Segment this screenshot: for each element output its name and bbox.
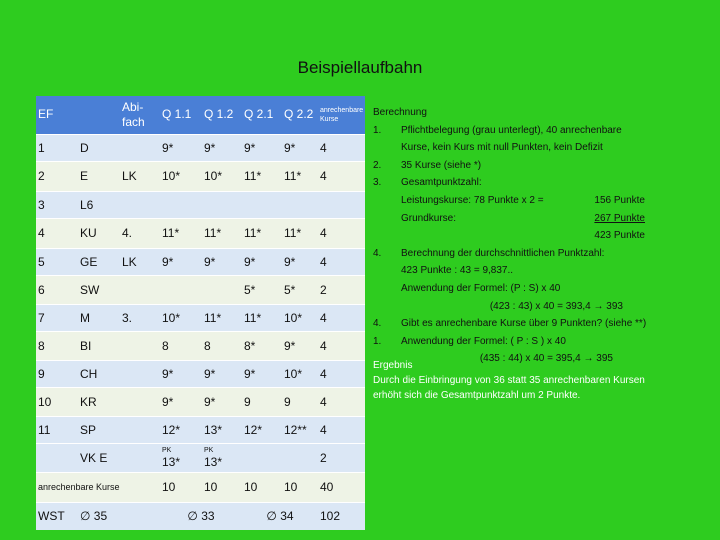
- table-cell: 9: [36, 360, 78, 387]
- table-cell: [242, 191, 282, 218]
- table-cell: 8: [202, 331, 242, 360]
- table-cell: [160, 443, 202, 472]
- table-cell: 11*: [242, 304, 282, 331]
- table-cell: 9: [282, 387, 318, 416]
- table-cell: [120, 134, 160, 161]
- table-cell: 5*: [242, 275, 282, 304]
- table-cell: BI: [78, 331, 120, 360]
- header-cell: Q 1.1: [160, 96, 202, 134]
- table-cell: 10*: [160, 304, 202, 331]
- table-cell: 6: [36, 275, 78, 304]
- table-cell: 11*: [242, 218, 282, 248]
- pk-label: PK: [162, 447, 172, 454]
- list-number: 4.: [373, 318, 382, 330]
- result-panel: [373, 358, 673, 403]
- table-cell: [202, 191, 242, 218]
- table-cell: [120, 191, 160, 218]
- vk-q12: 13*: [204, 455, 223, 469]
- table-cell: [120, 502, 160, 530]
- list-number: 2.: [373, 159, 382, 171]
- table-cell: [120, 360, 160, 387]
- table-row: [36, 161, 365, 191]
- table-cell: [282, 443, 318, 472]
- header-cell: EF: [36, 96, 78, 134]
- table-cell: 102: [318, 502, 365, 530]
- table-cell: 4: [318, 218, 365, 248]
- wst-average: ∅ 33: [160, 502, 242, 530]
- formula-text: Anwendung der Formel: (P : S) x 40: [401, 282, 561, 294]
- table-cell: 4: [36, 218, 78, 248]
- header-cell: [78, 96, 120, 134]
- table-row: [36, 360, 365, 387]
- lk-value: 156 Punkte: [594, 194, 645, 206]
- table-cell: D: [78, 134, 120, 161]
- table-cell: [202, 443, 242, 472]
- table-cell: GE: [78, 248, 120, 275]
- header-cell: Q 2.2: [282, 96, 318, 134]
- table-cell: 2: [318, 275, 365, 304]
- table-cell: 4: [318, 360, 365, 387]
- gk-label: Grundkurse:: [401, 212, 457, 224]
- table-cell: 8: [36, 331, 78, 360]
- table-cell: [282, 191, 318, 218]
- header-cell: Q 2.1: [242, 96, 282, 134]
- table-cell: 11*: [282, 218, 318, 248]
- table-cell: 12*: [242, 416, 282, 443]
- wst-average: ∅ 35: [78, 502, 120, 530]
- table-cell: 12*: [160, 416, 202, 443]
- table-row: [36, 416, 365, 443]
- table-cell: 11: [36, 416, 78, 443]
- table-cell: 9*: [160, 134, 202, 161]
- table-cell: [36, 443, 78, 472]
- lk-label: Leistungskurse: 78 Punkte x 2 =: [401, 194, 544, 206]
- table-cell: L6: [78, 191, 120, 218]
- table-row: [36, 387, 365, 416]
- header-cell: anrechenbare Kurse: [318, 96, 365, 134]
- header-cell: Q 1.2: [202, 96, 242, 134]
- ergebnis-heading: Ergebnis: [373, 360, 413, 371]
- table-cell: [120, 443, 160, 472]
- table-cell: 4: [318, 416, 365, 443]
- sum-value: 423 Punkte: [594, 230, 645, 242]
- table-cell: [120, 387, 160, 416]
- table-cell: 9*: [202, 360, 242, 387]
- table-cell: [160, 275, 202, 304]
- vk-label: VK E: [78, 443, 120, 472]
- list-text: Berechnung der durchschnittlichen Punktzahl:: [401, 247, 605, 259]
- table-cell: 11*: [160, 218, 202, 248]
- table-cell: 9*: [202, 248, 242, 275]
- table-cell: 12**: [282, 416, 318, 443]
- list-number: 3.: [373, 177, 382, 189]
- table-cell: 9*: [160, 248, 202, 275]
- table-cell: 11*: [202, 304, 242, 331]
- table-cell: 10*: [160, 161, 202, 191]
- slide-title: Beispiellaufbahn: [297, 58, 423, 77]
- table-row: [36, 134, 365, 161]
- table-cell: [120, 416, 160, 443]
- table-cell: [242, 443, 282, 472]
- table-cell: 1: [36, 134, 78, 161]
- table-cell: 4: [318, 161, 365, 191]
- table-cell: M: [78, 304, 120, 331]
- formula-result: (423 : 43) x 40 = 393,4 → 393: [489, 300, 623, 312]
- table-cell: 5: [36, 248, 78, 275]
- table-cell: 2: [318, 443, 365, 472]
- formula-result: (435 : 44) x 40 = 395,4 → 395: [479, 353, 613, 365]
- table-row: [36, 96, 365, 134]
- table-cell: 10*: [282, 304, 318, 331]
- table-cell: 4: [318, 134, 365, 161]
- table-cell: [160, 191, 202, 218]
- table-row: [36, 248, 365, 275]
- list-text: Gibt es anrechenbare Kurse über 9 Punkten? (siehe **): [401, 318, 647, 330]
- table-cell: 10: [160, 472, 202, 502]
- table-cell: 40: [318, 472, 365, 502]
- table-cell: 4: [318, 331, 365, 360]
- list-number: 4.: [373, 247, 382, 259]
- table-cell: 9*: [282, 134, 318, 161]
- table-cell: 10: [242, 472, 282, 502]
- calculation-panel: [373, 104, 673, 368]
- table-cell: 9*: [282, 331, 318, 360]
- table-cell: 10: [202, 472, 242, 502]
- table-cell: 8: [160, 331, 202, 360]
- table-cell: 3: [36, 191, 78, 218]
- list-text: Kurse, kein Kurs mit null Punkten, kein Defizit: [401, 142, 603, 154]
- table-cell: 9*: [242, 248, 282, 275]
- anrechenbar-label: anrechenbare Kurse: [36, 472, 160, 502]
- list-text: 35 Kurse (siehe *): [401, 159, 482, 171]
- vk-q11: 13*: [162, 455, 181, 469]
- table-cell: LK: [120, 248, 160, 275]
- table-row: [36, 472, 365, 502]
- table-cell: CH: [78, 360, 120, 387]
- table-cell: KR: [78, 387, 120, 416]
- table-cell: [120, 275, 160, 304]
- table-cell: 13*: [202, 416, 242, 443]
- table-cell: 10: [36, 387, 78, 416]
- table-cell: 10*: [202, 161, 242, 191]
- table-cell: 11*: [202, 218, 242, 248]
- list-text: Gesamtpunktzahl:: [401, 177, 482, 189]
- list-number: 1.: [373, 124, 382, 136]
- table-row: [36, 331, 365, 360]
- table-row: [36, 275, 365, 304]
- wst-average: ∅ 34: [242, 502, 318, 530]
- header-cell: Abi-fach: [120, 96, 160, 134]
- table-row: [36, 304, 365, 331]
- table-cell: 4: [318, 248, 365, 275]
- table-cell: 9*: [202, 387, 242, 416]
- table-cell: 4.: [120, 218, 160, 248]
- list-text: Anwendung der Formel: ( P : S ) x 40: [401, 335, 566, 347]
- average-result: 423 Punkte : 43 = 9,837..: [401, 265, 514, 277]
- table-row: [36, 502, 365, 530]
- table-cell: 2: [36, 161, 78, 191]
- table-cell: [202, 275, 242, 304]
- list-text: Pflichtbelegung (grau unterlegt), 40 anrechenbare: [401, 124, 622, 136]
- wst-label: WST: [36, 502, 78, 530]
- table-cell: 8*: [242, 331, 282, 360]
- course-table: [36, 96, 365, 530]
- table-cell: 4: [318, 304, 365, 331]
- table-cell: 9: [242, 387, 282, 416]
- table-cell: 3.: [120, 304, 160, 331]
- gk-value: 267 Punkte: [594, 212, 645, 224]
- table-cell: SP: [78, 416, 120, 443]
- list-number: 1.: [373, 335, 382, 347]
- table-cell: 9*: [242, 360, 282, 387]
- table-cell: LK: [120, 161, 160, 191]
- table-cell: 10*: [282, 360, 318, 387]
- table-cell: 9*: [282, 248, 318, 275]
- table-cell: SW: [78, 275, 120, 304]
- table-cell: 11*: [242, 161, 282, 191]
- pk-label: PK: [204, 447, 214, 454]
- table-cell: [318, 191, 365, 218]
- table-cell: 9*: [242, 134, 282, 161]
- table-cell: KU: [78, 218, 120, 248]
- table-row: [36, 218, 365, 248]
- table-cell: 9*: [160, 360, 202, 387]
- table-cell: 11*: [282, 161, 318, 191]
- ergebnis-text: Durch die Einbringung von 36 statt 35 anrechenbaren Kursen erhöht sich die Gesamtpunktzahl um 2 Punkte.: [373, 375, 645, 401]
- table-cell: 5*: [282, 275, 318, 304]
- table-cell: 7: [36, 304, 78, 331]
- table-cell: 10: [282, 472, 318, 502]
- table-cell: 4: [318, 387, 365, 416]
- berechnung-heading: Berechnung: [373, 107, 427, 118]
- table-row: [36, 191, 365, 218]
- table-row: [36, 443, 365, 472]
- table-cell: [120, 331, 160, 360]
- table-cell: E: [78, 161, 120, 191]
- table-cell: 9*: [202, 134, 242, 161]
- table-cell: 9*: [160, 387, 202, 416]
